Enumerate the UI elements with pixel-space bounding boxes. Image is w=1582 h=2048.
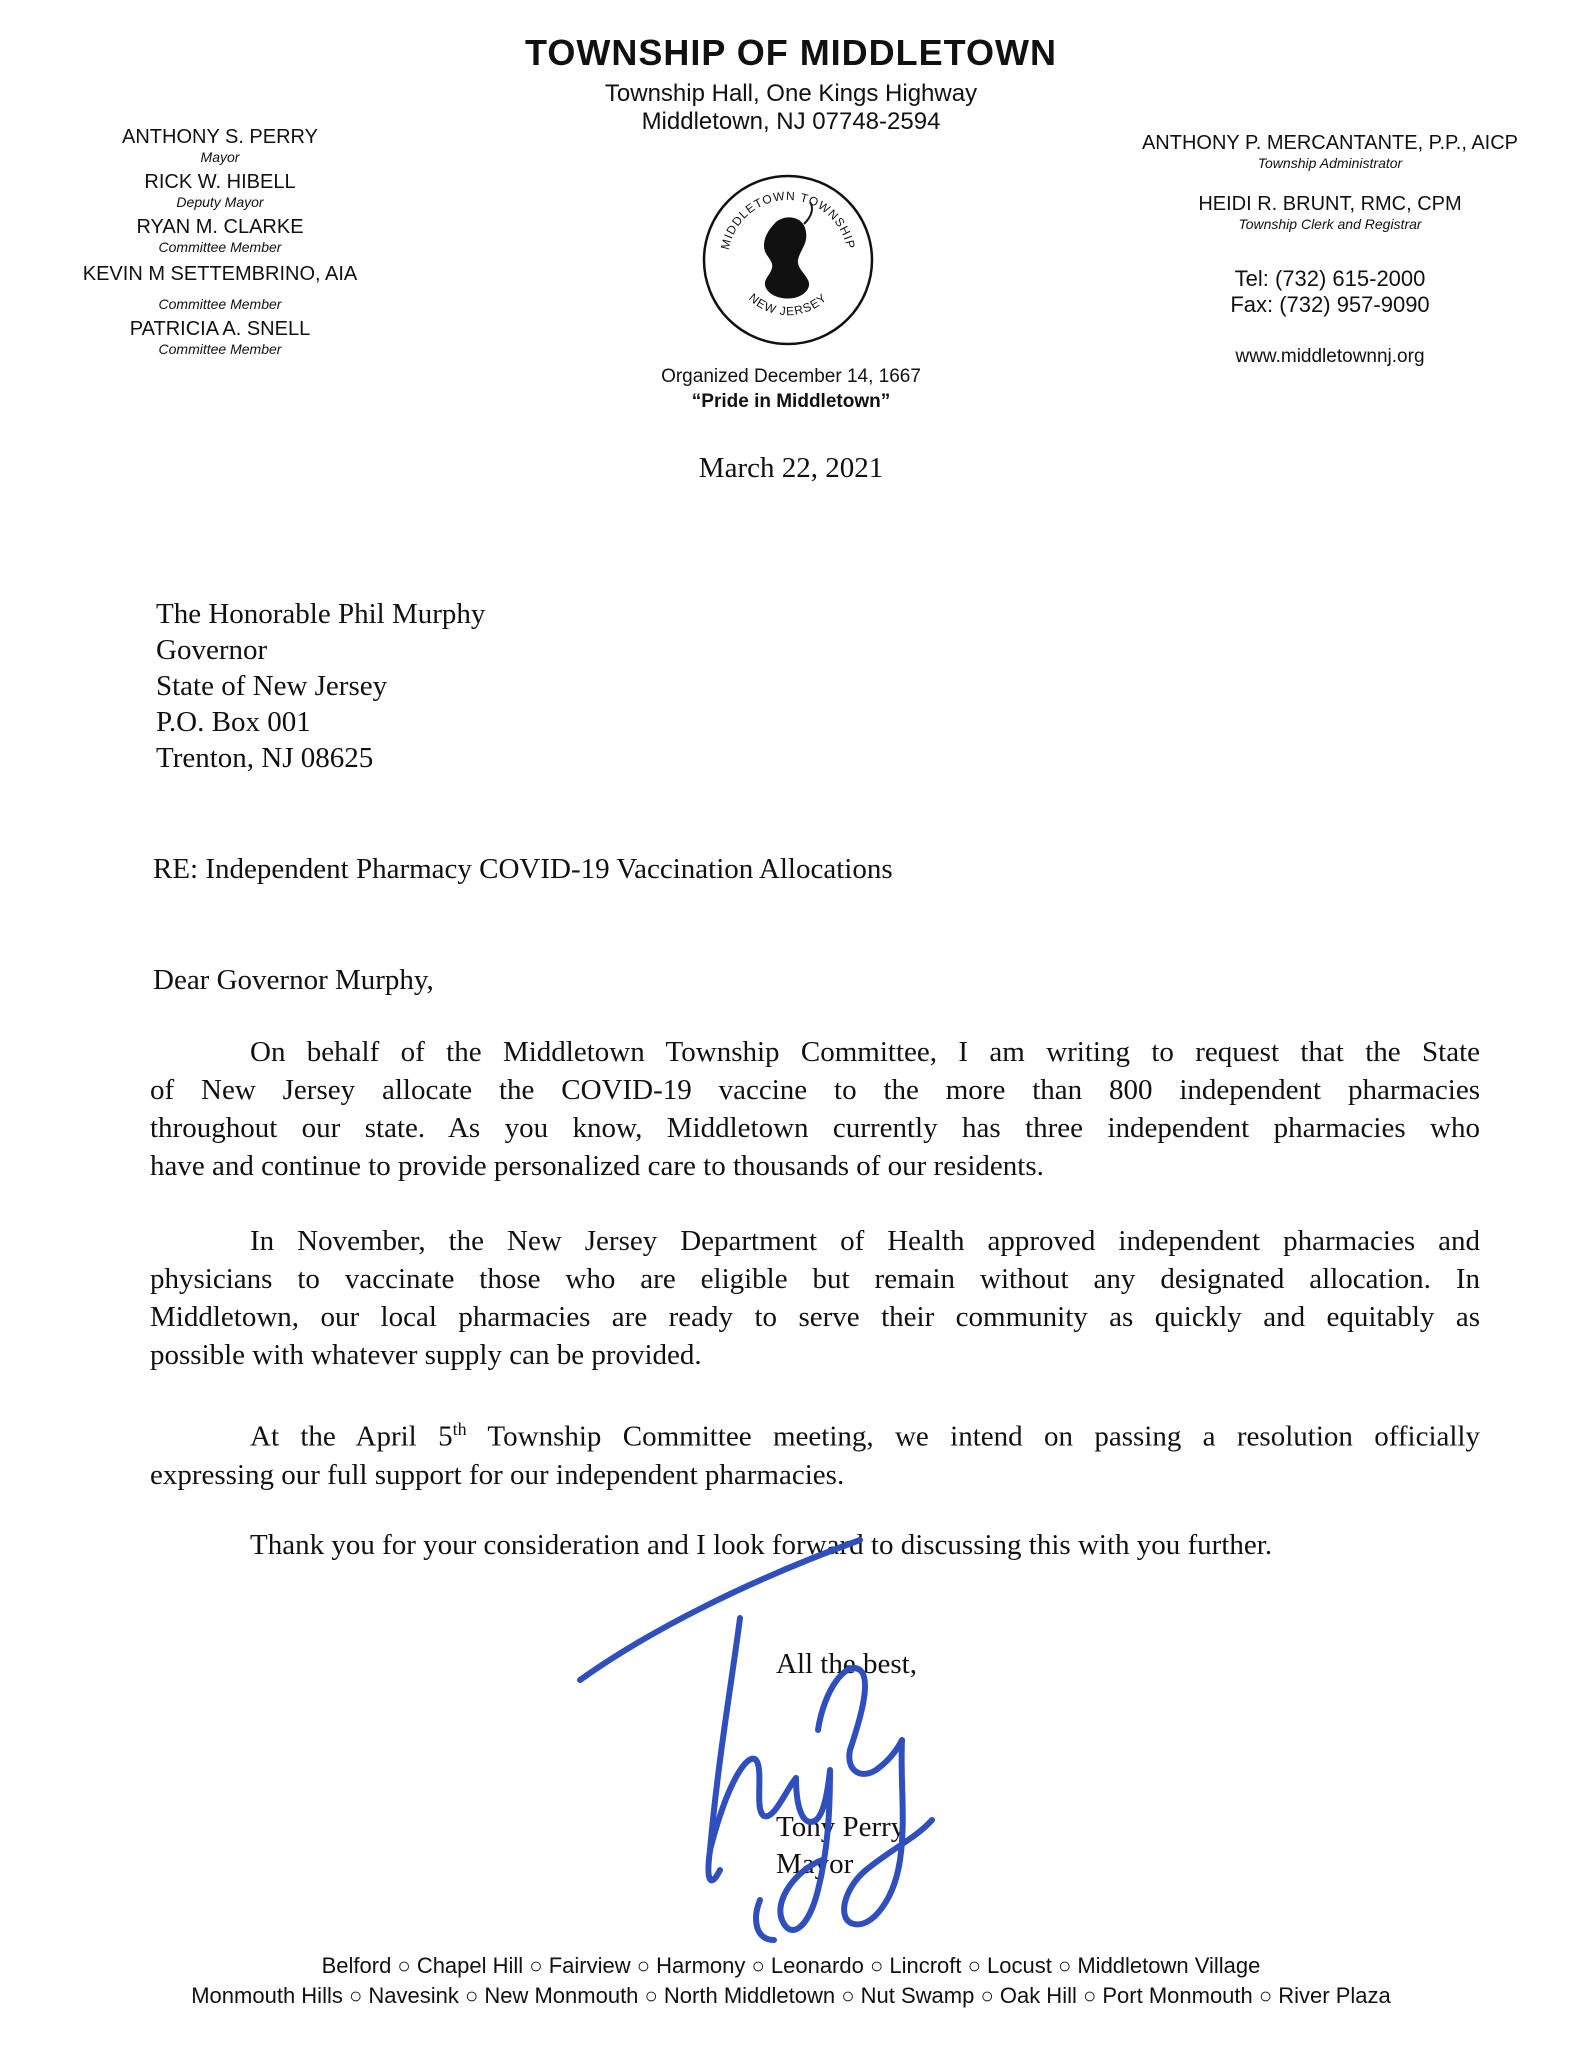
silhouette-icon: [764, 202, 812, 299]
official-name: HEIDI R. BRUNT, RMC, CPM: [1198, 193, 1462, 215]
recipient-line: Governor: [156, 634, 268, 666]
paragraph-line: physicians to vaccinate those who are eligible but remain without any designated allocation. In: [150, 1263, 1480, 1295]
paragraph-line: possible with whatever supply can be provided.: [150, 1339, 702, 1371]
township-motto: “Pride in Middletown”: [691, 391, 891, 412]
contact-website: www.middletownnj.org: [1235, 346, 1425, 367]
organized-date: Organized December 14, 1667: [661, 366, 921, 387]
paragraph-2: [150, 1222, 1480, 1374]
contact-fax: Fax: (732) 957-9090: [1230, 292, 1430, 317]
recipient-line: The Honorable Phil Murphy: [156, 598, 486, 630]
footer-villages-line-2: Monmouth Hills ○ Navesink ○ New Monmouth ○ North Middletown ○ Nut Swamp ○ Oak Hill ○ Port Monmouth ○ River Plaza: [191, 1983, 1391, 2008]
paragraph-line: of New Jersey allocate the COVID-19 vaccine to the more than 800 independent pharmacies: [150, 1074, 1480, 1106]
handwritten-signature: [560, 1520, 1040, 1960]
official-name: PATRICIA A. SNELL: [129, 318, 311, 340]
paragraph-3: [150, 1410, 1480, 1494]
letter-date: March 22, 2021: [698, 452, 884, 484]
footer-villages-line-1: Belford ○ Chapel Hill ○ Fairview ○ Harmony ○ Leonardo ○ Lincroft ○ Locust ○ Middletown Village: [321, 1953, 1261, 1978]
salutation: Dear Governor Murphy,: [153, 964, 434, 996]
township-seal: [700, 172, 876, 348]
official-name: KEVIN M SETTEMBRINO, AIA: [82, 263, 358, 285]
paragraph-line: Thank you for your consideration and I look forward to discussing this with you further.: [250, 1529, 1273, 1561]
paragraph-line: At the April 5: [250, 1420, 453, 1453]
recipient-address: [156, 596, 485, 776]
address-line-2: Middletown, NJ 07748-2594: [641, 108, 941, 135]
official-role: Mayor: [200, 149, 240, 165]
signer-title: Mayor: [776, 1848, 854, 1880]
recipient-line: Trenton, NJ 08625: [156, 742, 374, 774]
official-name: RICK W. HIBELL: [144, 171, 296, 193]
paragraph-line: expressing our full support for our independent pharmacies.: [150, 1458, 845, 1491]
officials-left: [40, 126, 400, 357]
official-role: Township Clerk and Registrar: [1238, 216, 1422, 232]
recipient-line: P.O. Box 001: [156, 706, 311, 738]
paragraph-1: [150, 1033, 1480, 1185]
official-role: Committee Member: [158, 341, 282, 357]
letterhead-title: TOWNSHIP OF MIDDLETOWN: [525, 32, 1057, 73]
contact-tel: Tel: (732) 615-2000: [1234, 266, 1426, 291]
official-role: Committee Member: [158, 296, 282, 312]
official-role: Deputy Mayor: [176, 194, 264, 210]
official-role: Committee Member: [158, 239, 282, 255]
seal-bottom-text: NEW JERSEY: [746, 290, 830, 319]
paragraph-line: In November, the New Jersey Department of Health approved independent pharmacies and: [250, 1225, 1480, 1257]
official-name: ANTHONY S. PERRY: [122, 126, 318, 148]
closing: All the best,: [776, 1648, 917, 1680]
paragraph-line: On behalf of the Middletown Township Committee, I am writing to request that the State: [250, 1036, 1480, 1068]
subject-line: RE: Independent Pharmacy COVID-19 Vaccination Allocations: [153, 853, 893, 885]
paragraph-line: have and continue to provide personalized care to thousands of our residents.: [150, 1150, 1044, 1182]
official-name: RYAN M. CLARKE: [136, 216, 304, 238]
ordinal-suffix: th: [452, 1419, 467, 1439]
signer-name: Tony Perry: [776, 1811, 906, 1843]
seal-top-text: MIDDLETOWN TOWNSHIP: [717, 188, 859, 251]
official-role: Township Administrator: [1257, 155, 1403, 171]
paragraph-line: throughout our state. As you know, Middletown currently has three independent pharmacies who: [150, 1112, 1480, 1144]
paragraph-line: Township Committee meeting, we intend on passing a resolution officially: [466, 1420, 1480, 1453]
officials-right: [1100, 132, 1560, 368]
official-name: ANTHONY P. MERCANTANTE, P.P., AICP: [1141, 132, 1519, 154]
address-line-1: Township Hall, One Kings Highway: [604, 80, 978, 107]
recipient-line: State of New Jersey: [156, 670, 388, 702]
paragraph-line: Middletown, our local pharmacies are ready to serve their community as quickly and equitably as: [150, 1301, 1480, 1333]
